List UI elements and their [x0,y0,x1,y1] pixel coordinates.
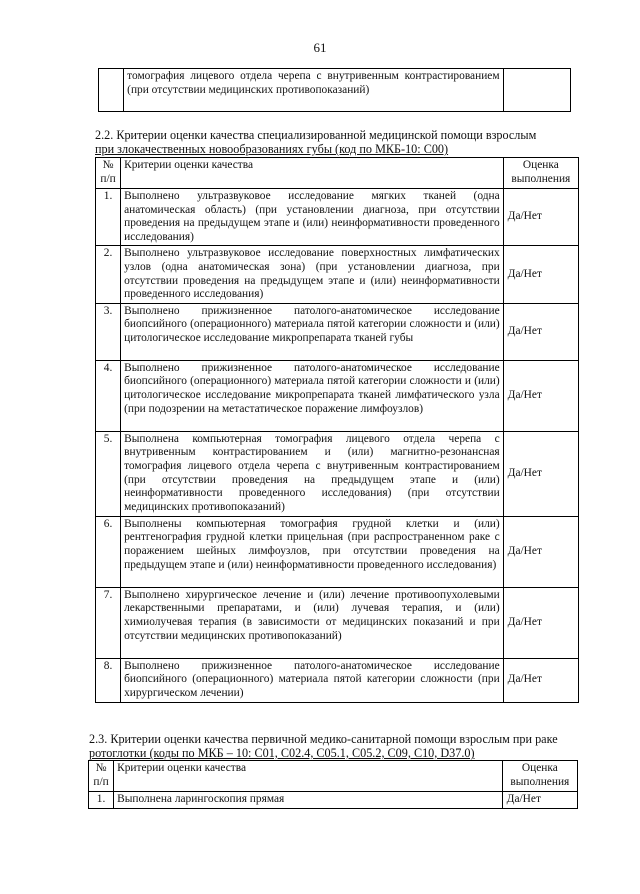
row-criteria: Выполнена ларингоскопия прямая [114,792,503,809]
result-cell [503,69,570,112]
row-number: 8. [96,658,121,702]
row-criteria: Выполнено прижизненное патолого-анатомическое исследование биопсийного (операционного) материала пятой категории сложности и (или) цитологическое исследование микропрепарата тканей губы [121,303,504,360]
row-result: Да/Нет [503,587,578,658]
table-header-row [89,761,578,792]
section-2-3-heading-line1: 2.3. Критерии оценки качества первичной медико-санитарной помощи взрослым при раке [89,732,558,746]
row-criteria: Выполнено хирургическое лечение и (или) лечение противоопухолевыми лекарственными препаратами, и (или) лучевая терапия, и (или) химиолучевая терапия (в зависимости от медицинских показаний и при отсутствии медицинских противопоказаний) [121,587,504,658]
section-2-2-heading [95,128,580,156]
row-number: 5. [96,431,121,516]
criteria-table-2-2 [95,157,579,703]
table-row [96,658,579,702]
row-number: 2. [96,246,121,303]
row-result: Да/Нет [503,303,578,360]
row-number: 4. [96,360,121,431]
row-result: Да/Нет [503,516,578,587]
row-result: Да/Нет [503,189,578,246]
row-number: 7. [96,587,121,658]
criteria-cell: томография лицевого отдела черепа с внутривенным контрастированием (при отсутствии медицинских противопоказаний) [124,69,503,112]
table-row [96,587,579,658]
header-assessment: Оценка выполнения [503,158,578,189]
table-row [96,246,579,303]
header-criteria: Критерии оценки качества [114,761,503,792]
header-num: № п/п [96,158,121,189]
row-result: Да/Нет [503,658,578,702]
row-criteria: Выполнено ультразвуковое исследование поверхностных лимфатических узлов (одна анатомическая зона) (при установлении диагноза, при отсутствии проведения на предыдущем этапе и (или) неинформативности проведенного исследования) [121,246,504,303]
table-row [96,360,579,431]
row-criteria: Выполнена компьютерная томография лицевого отдела черепа с внутривенным контрастированием и (или) магнитно-резонансная томография лицевого отдела черепа с внутривенным контрастированием (при отсутствии проведения на предыдущем этапе и (или) неинформативности проведенного исследования) (при отсутствии медицинских противопоказаний) [121,431,504,516]
table-row [96,189,579,246]
row-number: 3. [96,303,121,360]
row-criteria: Выполнены компьютерная томография грудной клетки и (или) рентгенография грудной клетки прицельная (при распространенном раке с поражением шейных лимфоузлов, при отсутствии проведения на предыдущем этапе и (или) неинформативности проведенного исследования) [121,516,504,587]
row-number-cell [99,69,124,112]
row-criteria: Выполнено прижизненное патолого-анатомическое исследование биопсийного (операционного) материала пятой категории сложности и (или) цитологическое исследование микропрепарата тканей лимфатического узла (при подозрении на метастатическое поражение лимфоузлов) [121,360,504,431]
section-2-2-heading-line1: 2.2. Критерии оценки качества специализированной медицинской помощи взрослым [95,128,537,142]
continued-table [98,68,571,112]
criteria-table-2-3 [88,760,578,809]
table-row [99,69,571,112]
row-result: Да/Нет [503,431,578,516]
row-number: 1. [89,792,114,809]
row-result: Да/Нет [503,246,578,303]
page-number: 61 [313,40,327,55]
table-row [96,303,579,360]
section-2-3-heading-line2: ротоглотки (коды по МКБ – 10: С01, С02.4, С05.1, С05.2, С09, С10, D37.0) [89,746,475,760]
row-result: Да/Нет [502,792,577,809]
row-result: Да/Нет [503,360,578,431]
header-criteria: Критерии оценки качества [121,158,504,189]
table-row [89,792,578,809]
header-assessment: Оценка выполнения [502,761,577,792]
row-criteria: Выполнено ультразвуковое исследование мягких тканей (одна анатомическая область) (при установлении диагноза, при отсутствии проведения на предыдущем этапе и (или) неинформативности проведенного исследования) [121,189,504,246]
table-header-row [96,158,579,189]
table-row [96,431,579,516]
row-criteria: Выполнено прижизненное патолого-анатомическое исследование биопсийного (операционного) материала пятой категории сложности (при хирургическом лечении) [121,658,504,702]
section-2-3-heading [89,732,581,760]
section-2-2-heading-line2: при злокачественных новообразованиях губы (код по МКБ-10: С00) [95,142,449,156]
header-num: № п/п [89,761,114,792]
table-row [96,516,579,587]
row-number: 1. [96,189,121,246]
row-number: 6. [96,516,121,587]
